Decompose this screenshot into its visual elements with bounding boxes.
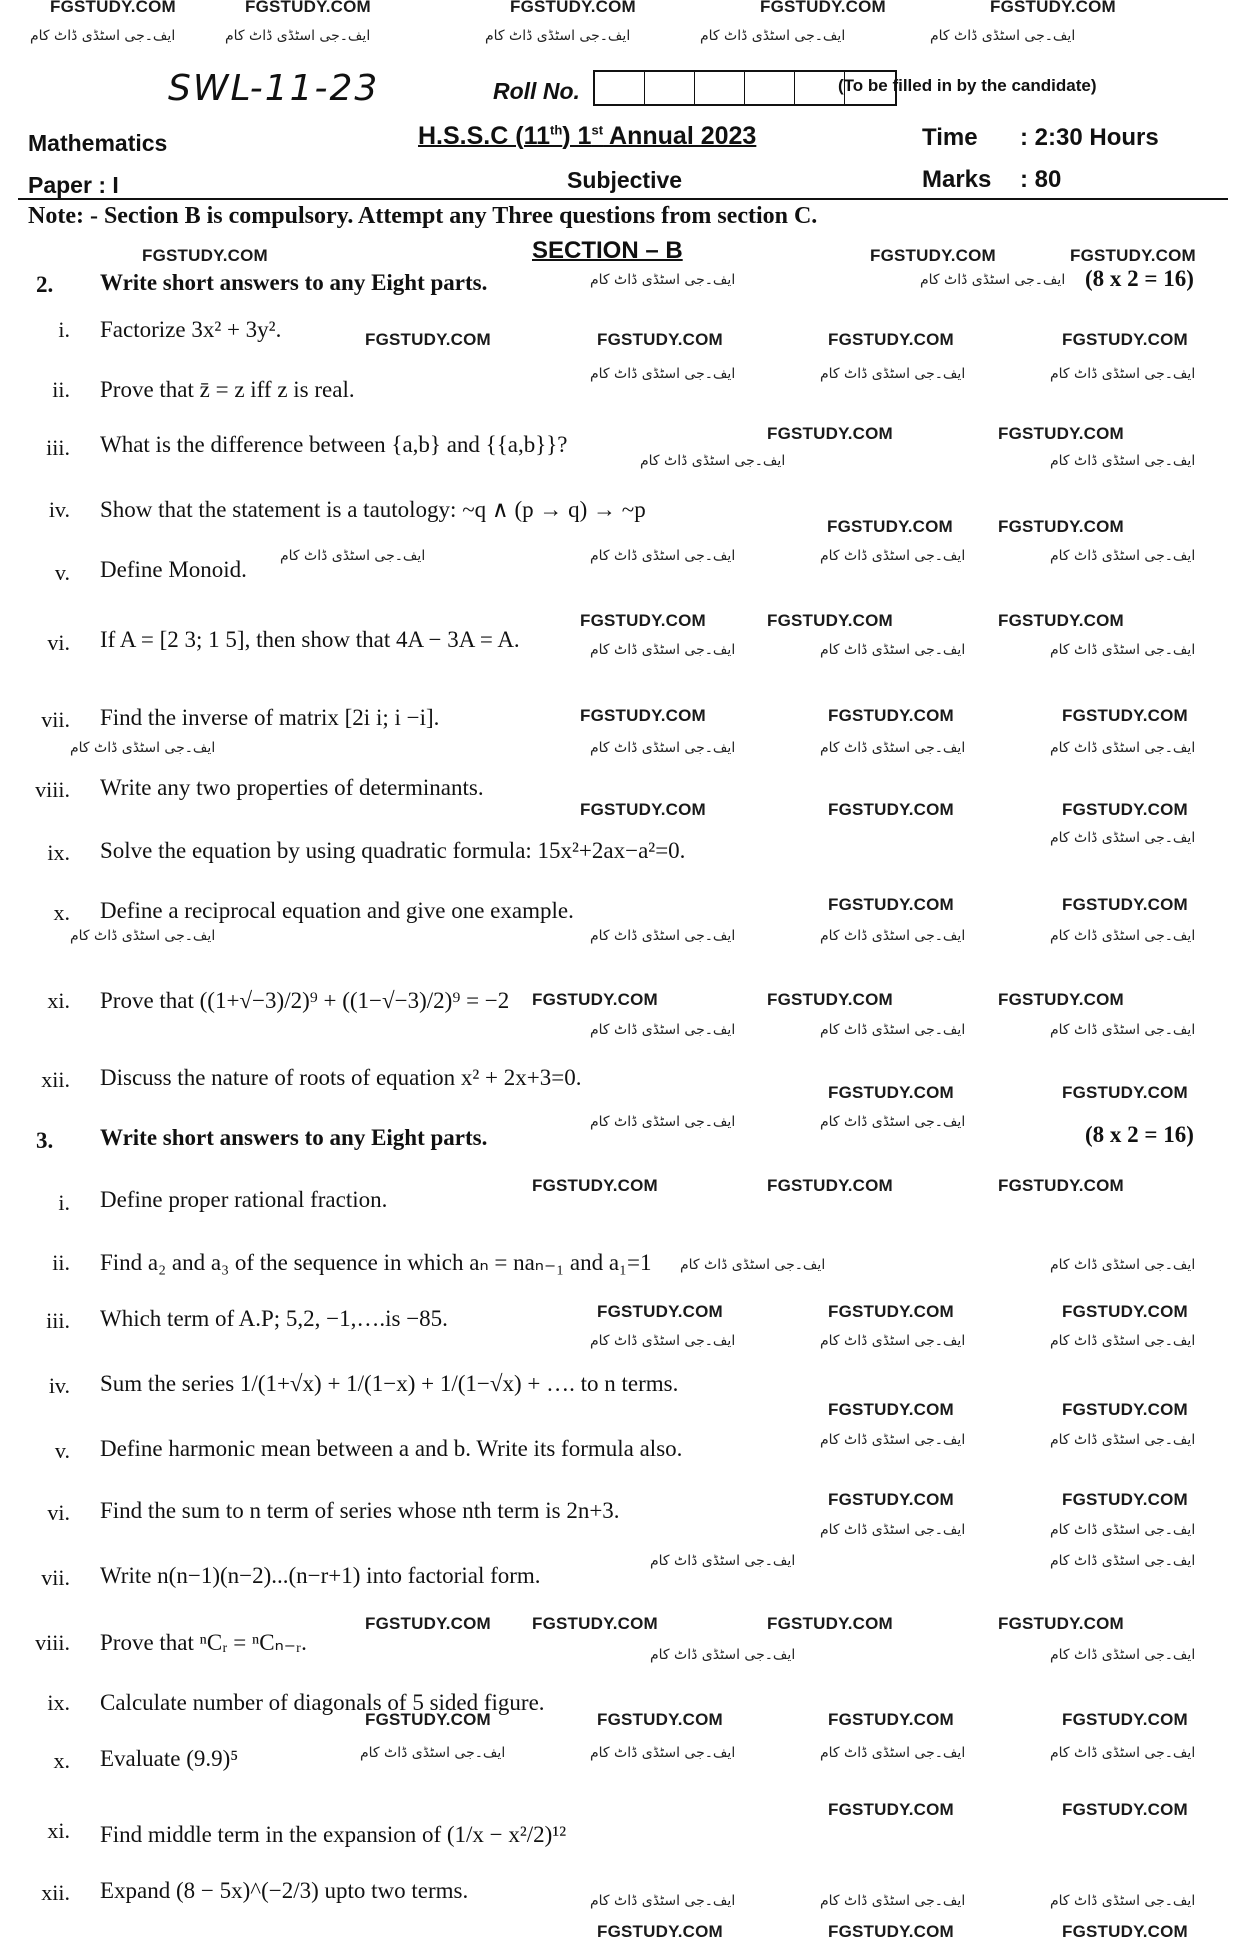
watermark-text: FGSTUDY.COM [828,1490,954,1509]
watermark-urdu: ایف۔جی اسٹڈی ڈاٹ کام [590,1333,736,1349]
part-text: Prove that z̄ = z iff z is real. [100,377,355,402]
instructions-note: Note: - Section B is compulsory. Attempt any Three questions from section C. [28,203,818,229]
watermark-urdu: ایف۔جی اسٹڈی ڈاٹ کام [1050,1257,1196,1273]
watermark-urdu: ایف۔جی اسٹڈی ڈاٹ کام [700,28,846,44]
watermark-text: FGSTUDY.COM [760,0,886,16]
watermark-urdu: ایف۔جی اسٹڈی ڈاٹ کام [1050,1022,1196,1038]
part-text: Write n(n−1)(n−2)...(n−r+1) into factorial form. [100,1563,541,1588]
watermark-urdu: ایف۔جی اسٹڈی ڈاٹ کام [590,272,736,288]
watermark-urdu: ایف۔جی اسٹڈی ڈاٹ کام [820,366,966,382]
watermark-urdu: ایف۔جی اسٹڈی ڈاٹ کام [820,1745,966,1761]
watermark-text: FGSTUDY.COM [870,246,996,265]
part-text: Calculate number of diagonals of 5 sided figure. [100,1690,545,1715]
part-text: Define harmonic mean between a and b. Write its formula also. [100,1436,683,1461]
watermark-text: FGSTUDY.COM [767,424,893,443]
watermark-urdu: ایف۔جی اسٹڈی ڈاٹ کام [590,740,736,756]
watermark-urdu: ایف۔جی اسٹڈی ڈاٹ کام [820,1893,966,1909]
watermark-text: FGSTUDY.COM [767,1176,893,1195]
part-number: iii. [46,1308,70,1333]
part-number: vii. [41,1565,70,1590]
watermark-text: FGSTUDY.COM [532,990,658,1009]
marks-value: : 80 [1020,166,1062,193]
watermark-urdu: ایف۔جی اسٹڈی ڈاٹ کام [650,1553,796,1569]
watermark-urdu: ایف۔جی اسٹڈی ڈاٹ کام [820,548,966,564]
watermark-text: FGSTUDY.COM [998,990,1124,1009]
watermark-urdu: ایف۔جی اسٹڈی ڈاٹ کام [590,548,736,564]
part-text: Define proper rational fraction. [100,1187,388,1212]
watermark-urdu: ایف۔جی اسٹڈی ڈاٹ کام [640,453,786,469]
watermark-urdu: ایف۔جی اسٹڈی ڈاٹ کام [1050,1553,1196,1569]
time-label: Time [922,124,978,151]
part-text: What is the difference between {a,b} and {{a,b}}? [100,432,568,457]
watermark-text: FGSTUDY.COM [828,1400,954,1419]
part-text: Prove that ⁿCᵣ = ⁿCₙ₋ᵣ. [100,1630,307,1655]
watermark-urdu: ایف۔جی اسٹڈی ڈاٹ کام [590,1893,736,1909]
time-value: : 2:30 Hours [1020,124,1159,151]
marks-label: Marks [922,166,992,193]
watermark-urdu: ایف۔جی اسٹڈی ڈاٹ کام [1050,1522,1196,1538]
part-text: Sum the series 1/(1+√x) + 1/(1−x) + 1/(1−√x) + …. to n terms. [100,1371,679,1396]
roll-no-digit-box[interactable] [745,72,795,104]
watermark-text: FGSTUDY.COM [1062,1922,1188,1941]
watermark-text: FGSTUDY.COM [1062,330,1188,349]
watermark-text: FGSTUDY.COM [828,800,954,819]
question-marks: (8 x 2 = 16) [1085,1122,1194,1147]
watermark-text: FGSTUDY.COM [597,1302,723,1321]
watermark-text: FGSTUDY.COM [767,990,893,1009]
watermark-urdu: ایف۔جی اسٹڈی ڈاٹ کام [920,272,1066,288]
handwritten-paper-code: SWL-11-23 [168,68,380,109]
watermark-text: FGSTUDY.COM [828,1922,954,1941]
watermark-text: FGSTUDY.COM [597,1710,723,1729]
paper-label: Paper : I [28,172,119,198]
watermark-text: FGSTUDY.COM [580,800,706,819]
header-divider [18,198,1228,200]
watermark-text: FGSTUDY.COM [998,424,1124,443]
watermark-text: FGSTUDY.COM [597,330,723,349]
watermark-urdu: ایف۔جی اسٹڈی ڈاٹ کام [820,1522,966,1538]
watermark-text: FGSTUDY.COM [1062,1800,1188,1819]
part-number: iv. [48,497,70,522]
watermark-text: FGSTUDY.COM [532,1176,658,1195]
watermark-text: FGSTUDY.COM [597,1922,723,1941]
question-marks: (8 x 2 = 16) [1085,266,1194,291]
watermark-urdu: ایف۔جی اسٹڈی ڈاٹ کام [680,1257,826,1273]
watermark-urdu: ایف۔جی اسٹڈی ڈاٹ کام [1050,1333,1196,1349]
watermark-text: FGSTUDY.COM [1062,800,1188,819]
watermark-text: FGSTUDY.COM [245,0,371,16]
watermark-text: FGSTUDY.COM [827,517,953,536]
watermark-text: FGSTUDY.COM [828,1710,954,1729]
part-number: ii. [52,377,70,402]
question-heading: Write short answers to any Eight parts. [100,270,488,295]
watermark-urdu: ایف۔جی اسٹڈی ڈاٹ کام [590,928,736,944]
watermark-urdu: ایف۔جی اسٹڈی ڈاٹ کام [1050,1647,1196,1663]
watermark-urdu: ایف۔جی اسٹڈی ڈاٹ کام [1050,830,1196,846]
watermark-urdu: ایف۔جی اسٹڈی ڈاٹ کام [1050,928,1196,944]
watermark-urdu: ایف۔جی اسٹڈی ڈاٹ کام [225,28,371,44]
part-number: ix. [47,1690,70,1715]
watermark-urdu: ایف۔جی اسٹڈی ڈاٹ کام [1050,1745,1196,1761]
watermark-urdu: ایف۔جی اسٹڈی ڈاٹ کام [1050,1432,1196,1448]
exam-title: H.S.S.C (11th) 1st Annual 2023 [418,122,757,150]
roll-no-label: Roll No. [493,78,580,104]
question-heading: Write short answers to any Eight parts. [100,1125,488,1150]
part-number: i. [58,1190,70,1215]
watermark-urdu: ایف۔جی اسٹڈی ڈاٹ کام [30,28,176,44]
part-number: ix. [47,840,70,865]
part-number: xii. [41,1880,70,1905]
part-number: iv. [48,1373,70,1398]
watermark-urdu: ایف۔جی اسٹڈی ڈاٹ کام [590,1745,736,1761]
part-text: Find middle term in the expansion of (1/x − x²/2)¹² [100,1822,567,1847]
watermark-text: FGSTUDY.COM [50,0,176,16]
part-text: Find the inverse of matrix [2i i; i −i]. [100,705,440,730]
part-text: Which term of A.P; 5,2, −1,….is −85. [100,1306,448,1331]
part-number: vi. [47,630,70,655]
watermark-text: FGSTUDY.COM [580,706,706,725]
watermark-urdu: ایف۔جی اسٹڈی ڈاٹ کام [1050,1893,1196,1909]
part-text: If A = [2 3; 1 5], then show that 4A − 3A = A. [100,627,520,652]
part-text: Write any two properties of determinants. [100,775,484,800]
watermark-urdu: ایف۔جی اسٹڈی ڈاٹ کام [820,1114,966,1130]
watermark-urdu: ایف۔جی اسٹڈی ڈاٹ کام [485,28,631,44]
part-number: v. [54,1438,70,1463]
watermark-text: FGSTUDY.COM [998,1176,1124,1195]
watermark-text: FGSTUDY.COM [767,1614,893,1633]
watermark-text: FGSTUDY.COM [828,330,954,349]
question-number: 3. [36,1128,54,1153]
part-number: iii. [46,435,70,460]
watermark-urdu: ایف۔جی اسٹڈی ڈاٹ کام [1050,366,1196,382]
watermark-urdu: ایف۔جی اسٹڈی ڈاٹ کام [1050,740,1196,756]
watermark-urdu: ایف۔جی اسٹڈی ڈاٹ کام [590,1114,736,1130]
watermark-text: FGSTUDY.COM [1062,1710,1188,1729]
exam-type: Subjective [567,167,683,193]
part-text: Solve the equation by using quadratic formula: 15x²+2ax−a²=0. [100,838,686,863]
watermark-text: FGSTUDY.COM [365,330,491,349]
watermark-urdu: ایف۔جی اسٹڈی ڈاٹ کام [820,928,966,944]
part-number: vii. [41,707,70,732]
part-number: vi. [47,1500,70,1525]
watermark-text: FGSTUDY.COM [998,611,1124,630]
watermark-text: FGSTUDY.COM [1062,1302,1188,1321]
watermark-text: FGSTUDY.COM [365,1614,491,1633]
watermark-text: FGSTUDY.COM [1062,1490,1188,1509]
watermark-text: FGSTUDY.COM [580,611,706,630]
watermark-urdu: ایف۔جی اسٹڈی ڈاٹ کام [70,740,216,756]
part-text: Define a reciprocal equation and give one example. [100,898,574,923]
part-number: v. [54,560,70,585]
roll-no-hint: (To be filled in by the candidate) [838,76,1097,95]
watermark-text: FGSTUDY.COM [767,611,893,630]
part-number: x. [53,1748,70,1773]
watermark-urdu: ایف۔جی اسٹڈی ڈاٹ کام [280,548,426,564]
watermark-text: FGSTUDY.COM [828,706,954,725]
watermark-text: FGSTUDY.COM [532,1614,658,1633]
watermark-urdu: ایف۔جی اسٹڈی ڈاٹ کام [1050,548,1196,564]
watermark-text: FGSTUDY.COM [142,246,268,265]
watermark-urdu: ایف۔جی اسٹڈی ڈاٹ کام [820,1333,966,1349]
part-number: viii. [35,777,70,802]
watermark-urdu: ایف۔جی اسٹڈی ڈاٹ کام [1050,453,1196,469]
watermark-text: FGSTUDY.COM [1062,1083,1188,1102]
watermark-urdu: ایف۔جی اسٹڈی ڈاٹ کام [590,366,736,382]
part-number: xii. [41,1067,70,1092]
watermark-text: FGSTUDY.COM [365,1710,491,1729]
watermark-urdu: ایف۔جی اسٹڈی ڈاٹ کام [820,1022,966,1038]
part-text: Find a₂ and a₃ of the sequence in which aₙ = naₙ₋₁ and a₁=1 [100,1250,652,1275]
watermark-text: FGSTUDY.COM [998,517,1124,536]
watermark-urdu: ایف۔جی اسٹڈی ڈاٹ کام [70,928,216,944]
subject-label: Mathematics [28,130,168,156]
watermark-urdu: ایف۔جی اسٹڈی ڈاٹ کام [820,642,966,658]
watermark-text: FGSTUDY.COM [998,1614,1124,1633]
watermark-urdu: ایف۔جی اسٹڈی ڈاٹ کام [930,28,1076,44]
part-text: Show that the statement is a tautology: ~q ∧ (p → q) → ~p [100,497,646,522]
watermark-text: FGSTUDY.COM [510,0,636,16]
part-number: ii. [52,1250,70,1275]
watermark-urdu: ایف۔جی اسٹڈی ڈاٹ کام [650,1647,796,1663]
watermark-urdu: ایف۔جی اسٹڈی ڈاٹ کام [1050,642,1196,658]
part-text: Discuss the nature of roots of equation x² + 2x+3=0. [100,1065,582,1090]
part-text: Evaluate (9.9)⁵ [100,1746,239,1771]
part-text: Expand (8 − 5x)^(−2/3) upto two terms. [100,1878,469,1903]
question-number: 2. [36,272,54,297]
part-number: xi. [47,1818,70,1843]
watermark-urdu: ایف۔جی اسٹڈی ڈاٹ کام [590,642,736,658]
watermark-text: FGSTUDY.COM [828,1302,954,1321]
watermark-text: FGSTUDY.COM [1062,706,1188,725]
watermark-text: FGSTUDY.COM [990,0,1116,16]
watermark-text: FGSTUDY.COM [1070,246,1196,265]
watermark-urdu: ایف۔جی اسٹڈی ڈاٹ کام [820,1432,966,1448]
watermark-text: FGSTUDY.COM [828,895,954,914]
watermark-text: FGSTUDY.COM [1062,1400,1188,1419]
watermark-text: FGSTUDY.COM [1062,895,1188,914]
watermark-text: FGSTUDY.COM [828,1800,954,1819]
watermark-text: FGSTUDY.COM [828,1083,954,1102]
watermark-urdu: ایف۔جی اسٹڈی ڈاٹ کام [820,740,966,756]
part-number: x. [53,900,70,925]
part-text: Find the sum to n term of series whose nth term is 2n+3. [100,1498,620,1523]
watermark-urdu: ایف۔جی اسٹڈی ڈاٹ کام [360,1745,506,1761]
roll-no-digit-box[interactable] [595,72,645,104]
watermark-urdu: ایف۔جی اسٹڈی ڈاٹ کام [590,1022,736,1038]
roll-no-digit-box[interactable] [695,72,745,104]
part-number: viii. [35,1630,70,1655]
part-number: i. [58,317,70,342]
part-number: xi. [47,988,70,1013]
part-text: Factorize 3x² + 3y². [100,317,282,342]
section-title: SECTION – B [532,237,683,264]
part-text: Prove that ((1+√−3)/2)⁹ + ((1−√−3)/2)⁹ = −2 [100,988,510,1013]
part-text: Define Monoid. [100,557,247,582]
roll-no-digit-box[interactable] [645,72,695,104]
